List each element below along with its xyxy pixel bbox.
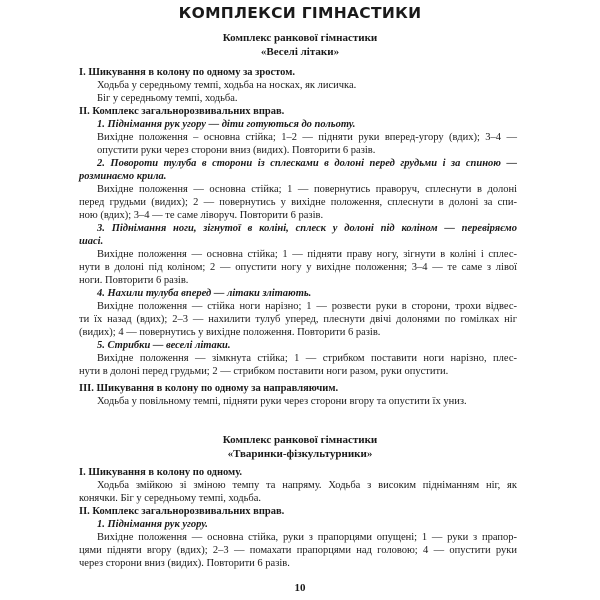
c1-section1-heading: I. Шикування в колону по одному за зростом. <box>79 67 295 78</box>
complex2-subtitle: «Тваринки-фізкультурники» <box>227 448 373 460</box>
c1-exercise4-line: ти їх назад (вдих); 2–3 — нахилити тулуб уперед, плеснути двічі долонями по гомілках ніг <box>79 314 517 325</box>
c1-exercise3-line: ноги. Повторити 6 разів. <box>79 275 189 286</box>
c2-section1-line: конячки. Біг у середньому темпі, ходьба. <box>79 493 262 504</box>
complex1-subtitle: «Веселі літаки» <box>260 46 340 58</box>
c1-section1-line: Ходьба у середньому темпі, ходьба на носках, як лисичка. <box>97 80 357 91</box>
c2-exercise1-line: цями підняти вгору (вдих); 2–3 — помахати прапорцями над головою; 4 — опустити руки <box>79 545 517 556</box>
c1-exercise4-line: (видих); 4 — повернутись у вихідне положення. Повторити 6 разів. <box>79 327 381 338</box>
c1-exercise3-line: нути в долоні під коліном; 2 — опустити ногу у вихідне положення; 3–4 — те саме з лівої <box>79 262 517 273</box>
c1-exercise1-line: Вихідне положення – основна стійка; 1–2 — підняти руки вперед-угору (вдих); 3–4 — <box>97 132 517 143</box>
c2-section1-line: Ходьба змійкою зі зміною темпу та напряму. Ходьба з високим підніманням ніг, як <box>97 480 517 491</box>
c1-exercise1-line: опустити руки через сторони вниз (видих). Повторити 6 разів. <box>97 145 376 156</box>
c1-section3-line: Ходьба у повільному темпі, підняти руки через сторони вгору та опустити їх униз. <box>97 396 467 407</box>
page-number: 10 <box>294 582 306 594</box>
c1-exercise5-title: 5. Стрибки — веселі літаки. <box>97 340 231 351</box>
c2-section2-heading: II. Комплекс загальнорозвивальних вправ. <box>79 506 285 517</box>
c1-exercise4-line: Вихідне положення — стійка ноги нарізно; 1 — розвести руки в сторони, трохи відвес- <box>97 301 517 312</box>
c1-section1-line: Біг у середньому темпі, ходьба. <box>97 93 238 104</box>
c2-exercise1-line: Вихідне положення — основна стійка, руки з прапорцями опущені; 1 — руки з прапор- <box>97 532 517 543</box>
c1-exercise3-line: Вихідне положення — основна стійка; 1 — підняти праву ногу, зігнути в коліні і сплес- <box>97 249 517 260</box>
c1-exercise3-title: шасі. <box>79 236 104 247</box>
c1-section2-heading: II. Комплекс загальнорозвивальних вправ. <box>79 106 285 117</box>
page-title: КОМПЛЕКСИ ГІМНАСТИКИ <box>178 4 422 22</box>
c1-exercise2-line: Вихідне положення — основна стійка; 1 — повернутись праворуч, сплеснути в долоні <box>97 184 517 195</box>
c1-exercise2-title: розминаємо крила. <box>79 171 167 182</box>
complex2-title: Комплекс ранкової гімнастики <box>222 434 378 446</box>
c1-exercise2-line: перед грудьми (видих); 2 — повернутись у вихідне положення, сплеснути в долоні за спи- <box>79 197 517 208</box>
c1-exercise4-title: 4. Нахили тулуба вперед — літаки злітають. <box>97 288 312 299</box>
complex1-title: Комплекс ранкової гімнастики <box>222 32 378 44</box>
c1-exercise5-line: Вихідне положення — зімкнута стійка; 1 — стрибком поставити ноги нарізно, плес- <box>97 353 517 364</box>
c1-exercise2-title: 2. Повороти тулуба в сторони із сплесками в долоні перед грудьми і за спиною — <box>97 158 517 169</box>
c1-section3-heading: III. Шикування в колону по одному за направляючим. <box>79 383 339 394</box>
c2-section1-heading: I. Шикування в колону по одному. <box>79 467 243 478</box>
c1-exercise2-line: ною (вдих); 3–4 — те саме ліворуч. Повторити 6 разів. <box>79 210 324 221</box>
c1-exercise1-title: 1. Піднімання рук угору — діти готуються до польоту. <box>97 119 356 130</box>
c1-exercise3-title: 3. Піднімання ноги, зігнутої в коліні, сплеск у долоні під коліном — перевіряємо <box>97 223 517 234</box>
c2-exercise1-title: 1. Піднімання рук угору. <box>97 519 208 530</box>
c2-exercise1-line: через сторони вниз (видих). Повторити 6 разів. <box>79 558 290 569</box>
c1-exercise5-line: нути в долоні перед грудьми; 2 — стрибком поставити ноги разом, руки опустити. <box>79 366 449 377</box>
